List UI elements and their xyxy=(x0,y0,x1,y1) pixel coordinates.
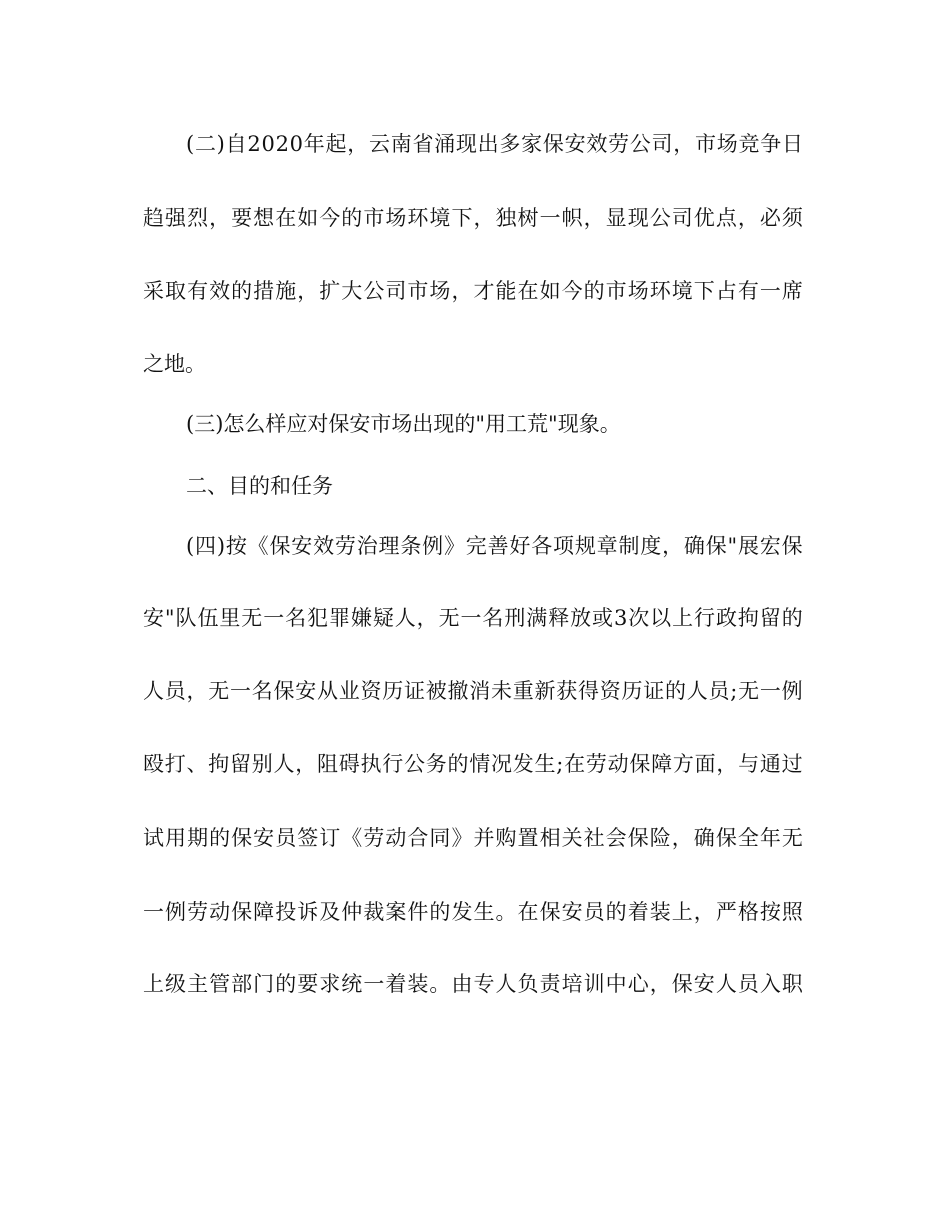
line-text: (三)怎么样应对保安市场出现的"用工荒"现象。 xyxy=(186,412,621,436)
line-text: ( 二 ) 自 2 0 2 0 年 起 ， 云 南 省 涌 现 出 多 家 保 安 效 劳 公 司 ， 市 场 竞 争 日 xyxy=(186,132,803,156)
line-text: 趋 强 烈 ， 要 想 在 如 今 的 市 场 环 境 下 ， 独 树 一 帜 ， 显 现 公 司 优 点 ， 必 须 xyxy=(143,206,803,230)
text-line-13 xyxy=(0,966,950,1002)
text-line-10 xyxy=(0,746,950,782)
line-text: 殴 打 、 拘 留 别 人 ， 阻 碍 执 行 公 务 的 情 况 发 生 ; 在 劳 动 保 障 方 面 ， 与 通 过 xyxy=(143,752,803,776)
text-line-1 xyxy=(0,126,950,162)
line-text: 一 例 劳 动 保 障 投 诉 及 仲 裁 案 件 的 发 生 。 在 保 安 员 的 着 装 上 ， 严 格 按 照 xyxy=(143,900,803,924)
line-text: 上 级 主 管 部 门 的 要 求 统 一 着 装 。 由 专 人 负 责 培 训 中 心 ， 保 安 人 员 入 职 xyxy=(143,972,803,996)
line-text: 安 " 队 伍 里 无 一 名 犯 罪 嫌 疑 人 ， 无 一 名 刑 满 释 放 或 3 次 以 上 行 政 拘 留 的 xyxy=(143,606,803,630)
line-text: 采 取 有 效 的 措 施 ， 扩 大 公 司 市 场 ， 才 能 在 如 今 的 市 场 环 境 下 占 有 一 席 xyxy=(143,279,803,303)
line-text: 试 用 期 的 保 安 员 签 订 《 劳 动 合 同 》 并 购 置 相 关 社 会 保 险 ， 确 保 全 年 无 xyxy=(143,826,803,850)
text-line-8 xyxy=(0,600,950,636)
text-line-7 xyxy=(0,528,950,564)
text-line-9 xyxy=(0,673,950,709)
line-text: ( 四 ) 按 《 保 安 效 劳 治 理 条 例 》 完 善 好 各 项 规 章 制 度 ， 确 保 " 展 宏 保 xyxy=(186,534,803,558)
text-line-11 xyxy=(0,820,950,856)
line-text: 人 员 ， 无 一 名 保 安 从 业 资 历 证 被 撤 消 未 重 新 获 得 资 历 证 的 人 员 ; 无 一 例 xyxy=(143,679,803,703)
heading-text: 二、目的和任务 xyxy=(186,474,333,498)
text-line-2 xyxy=(0,200,950,236)
text-line-12 xyxy=(0,894,950,930)
text-line-3 xyxy=(0,273,950,309)
text-line-4 xyxy=(0,346,950,382)
text-line-5 xyxy=(0,406,950,442)
section-heading xyxy=(0,468,950,504)
line-text: 之地。 xyxy=(143,352,206,376)
